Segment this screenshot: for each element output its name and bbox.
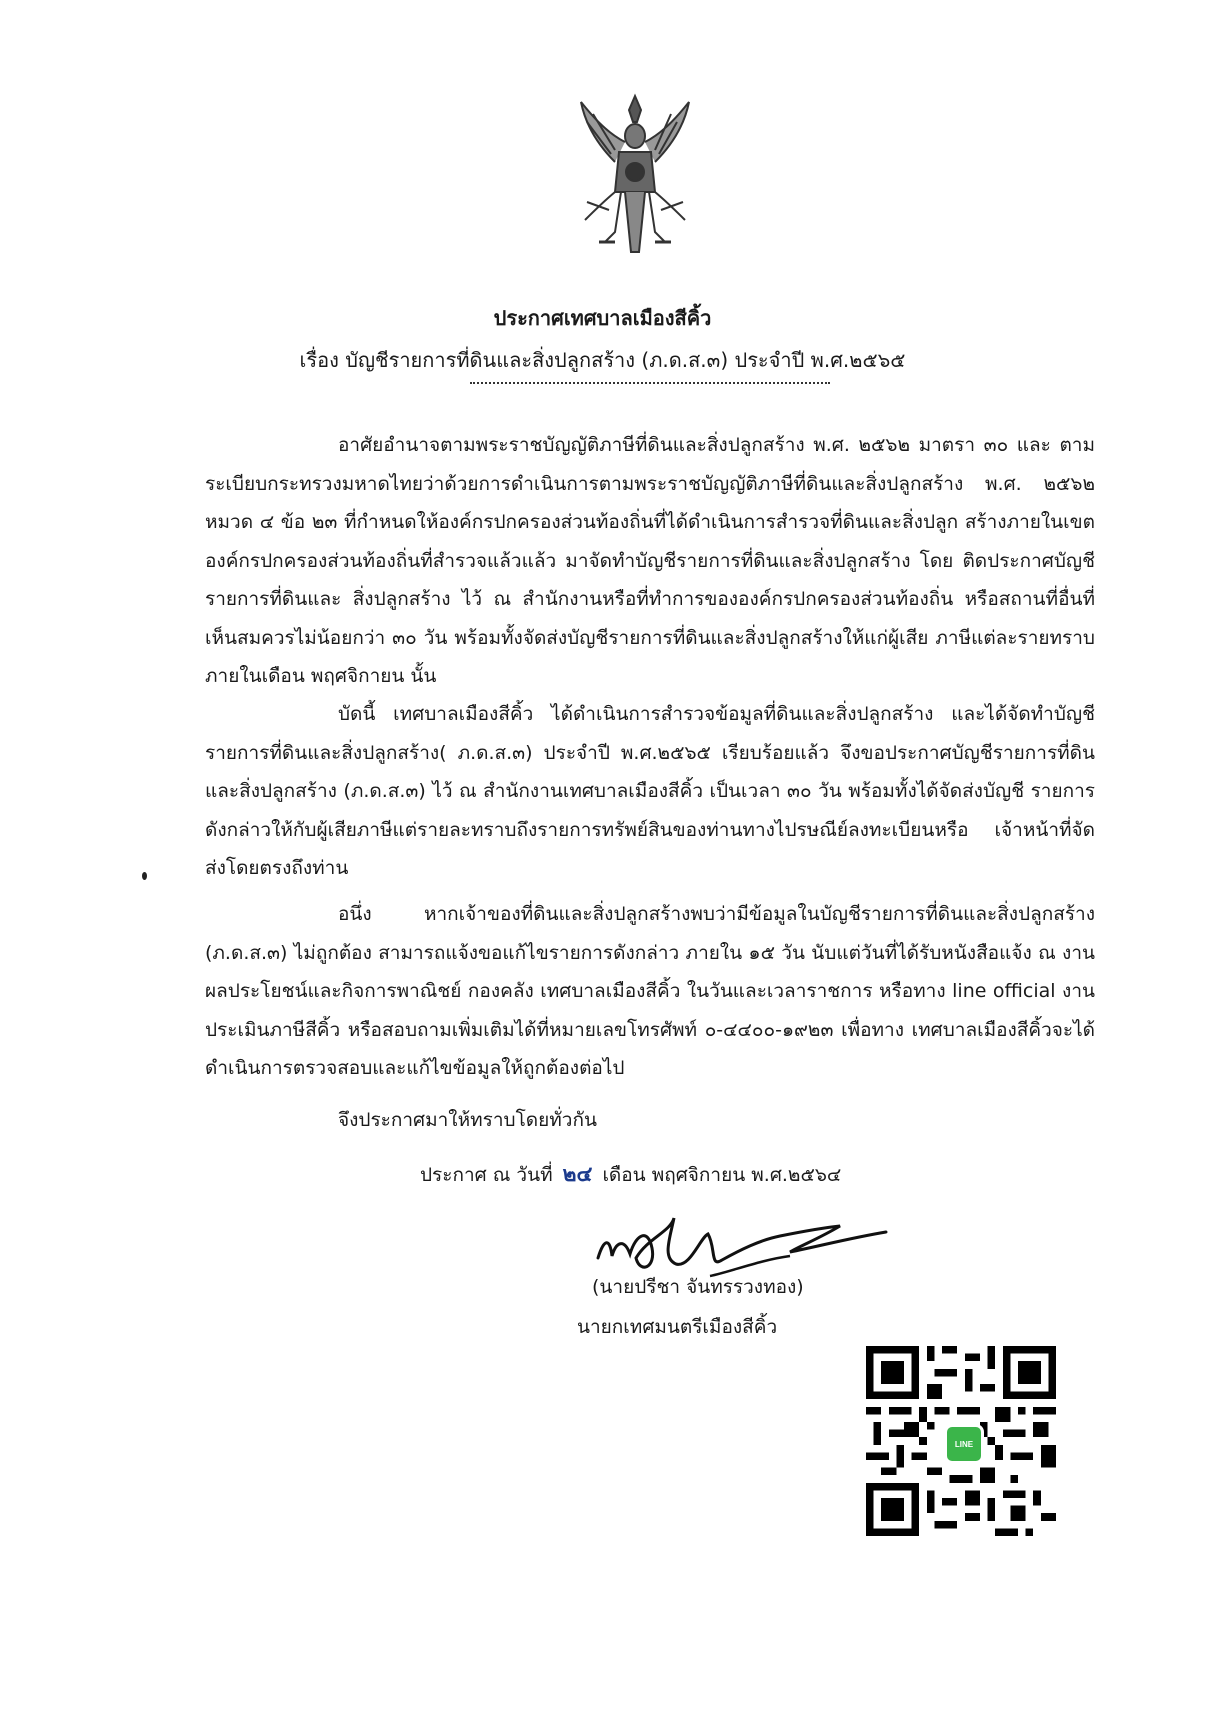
announcement-subject: เรื่อง บัญชีรายการที่ดินและสิ่งปลูกสร้าง (ภ.ด.ส.๓) ประจำปี พ.ศ.๒๕๖๕ (299, 348, 906, 372)
scan-speck (142, 872, 147, 880)
paragraph-3: อนึ่ง หากเจ้าของที่ดินและสิ่งปลูกสร้างพบว่ามีข้อมูลในบัญชีรายการที่ดินและสิ่งปลูกสร้าง (ภ.ด.ส.๓) ไม่ถูกต้อง สามารถแจ้งขอแก้ไขรายการดังกล่าว ภายใน ๑๕ วัน นับแต่วันที่ได้รับหนังสือแจ้ง ณ งานผลประโยชน์และกิจการพาณิชย์ กองคลัง เทศบาลเมืองสีคิ้ว ในวันและเวลาราชการ หรือทาง line official งานประเมินภาษีสีคิ้ว หรือสอบถามเพิ่มเติมได้ที่หมายเลขโทรศัพท์ ๐-๔๔๐๐-๑๙๒๓ เพื่อทาง เทศบาลเมืองสีคิ้วจะได้ดำเนินการตรวจสอบและแก้ไขข้อมูลให้ถูกต้องต่อไป (205, 903, 1095, 1079)
paragraph-2: บัดนี้ เทศบาลเมืองสีคิ้ว ได้ดำเนินการสำรวจข้อมูลที่ดินและสิ่งปลูกสร้าง และได้จัดทำบัญชี รายการที่ดินและสิ่งปลูกสร้าง( ภ.ด.ส.๓) ประจำปี พ.ศ.๒๕๖๕ เรียบร้อยแล้ว จึงขอประกาศบัญชีรายการที่ดิน และสิ่งปลูกสร้าง (ภ.ด.ส.๓) ไว้ ณ สำนักงานเทศบาลเมืองสีคิ้ว เป็นเวลา ๓๐ วัน พร้อมทั้งได้จัดส่งบัญชี รายการดังกล่าวให้กับผู้เสียภาษีแต่รายละทราบถึงรายการทรัพย์สินของท่านทางไปรษณีย์ลงทะเบียนหรือ เจ้าหน้าที่จัดส่งโดยตรงถึงท่าน (205, 703, 1095, 879)
date-suffix: เดือน พฤศจิกายน พ.ศ.๒๕๖๔ (602, 1164, 842, 1186)
line-official-qr-code[interactable] (866, 1346, 1056, 1536)
announcement-title: ประกาศเทศบาลเมืองสีคิ้ว (493, 306, 712, 330)
paragraph-1: อาศัยอำนาจตามพระราชบัญญัติภาษีที่ดินและสิ่งปลูกสร้าง พ.ศ. ๒๕๖๒ มาตรา ๓๐ และ ตามระเบียบกระทรวงมหาดไทยว่าด้วยการดำเนินการตามพระราชบัญญัติภาษีที่ดินและสิ่งปลูกสร้าง พ.ศ. ๒๕๖๒ หมวด ๔ ข้อ ๒๓ ที่กำหนดให้องค์กรปกครองส่วนท้องถิ่นที่ได้ดำเนินการสำรวจที่ดินและสิ่งปลูก สร้างภายในเขตองค์กรปกครองส่วนท้องถิ่นที่สำรวจแล้วแล้ว มาจัดทำบัญชีรายการที่ดินและสิ่งปลูกสร้าง โดย ติดประกาศบัญชีรายการที่ดินและ สิ่งปลูกสร้าง ไว้ ณ สำนักงานหรือที่ทำการขององค์กรปกครองส่วนท้องถิ่น หรือสถานที่อื่นที่เห็นสมควรไม่น้อยกว่า ๓๐ วัน พร้อมทั้งจัดส่งบัญชีรายการที่ดินและสิ่งปลูกสร้างให้แก่ผู้เสีย ภาษีแต่ละรายทราบ ภายในเดือน พฤศจิกายน นั้น (205, 434, 1095, 687)
date-day-handwritten: ๒๔ (562, 1161, 593, 1186)
dotted-divider (470, 382, 830, 384)
signer-title: นายกเทศมนตรีเมืองสีคิ้ว (577, 1316, 778, 1338)
line-logo-icon: LINE (944, 1424, 984, 1464)
announcement-date (420, 1158, 841, 1191)
date-prefix: ประกาศ ณ วันที่ (420, 1164, 553, 1186)
signer-name: (นายปรีชา จันทรรวงทอง) (592, 1276, 804, 1298)
garuda-emblem-icon (575, 92, 695, 260)
closing-statement: จึงประกาศมาให้ทราบโดยทั่วกัน (338, 1109, 597, 1131)
